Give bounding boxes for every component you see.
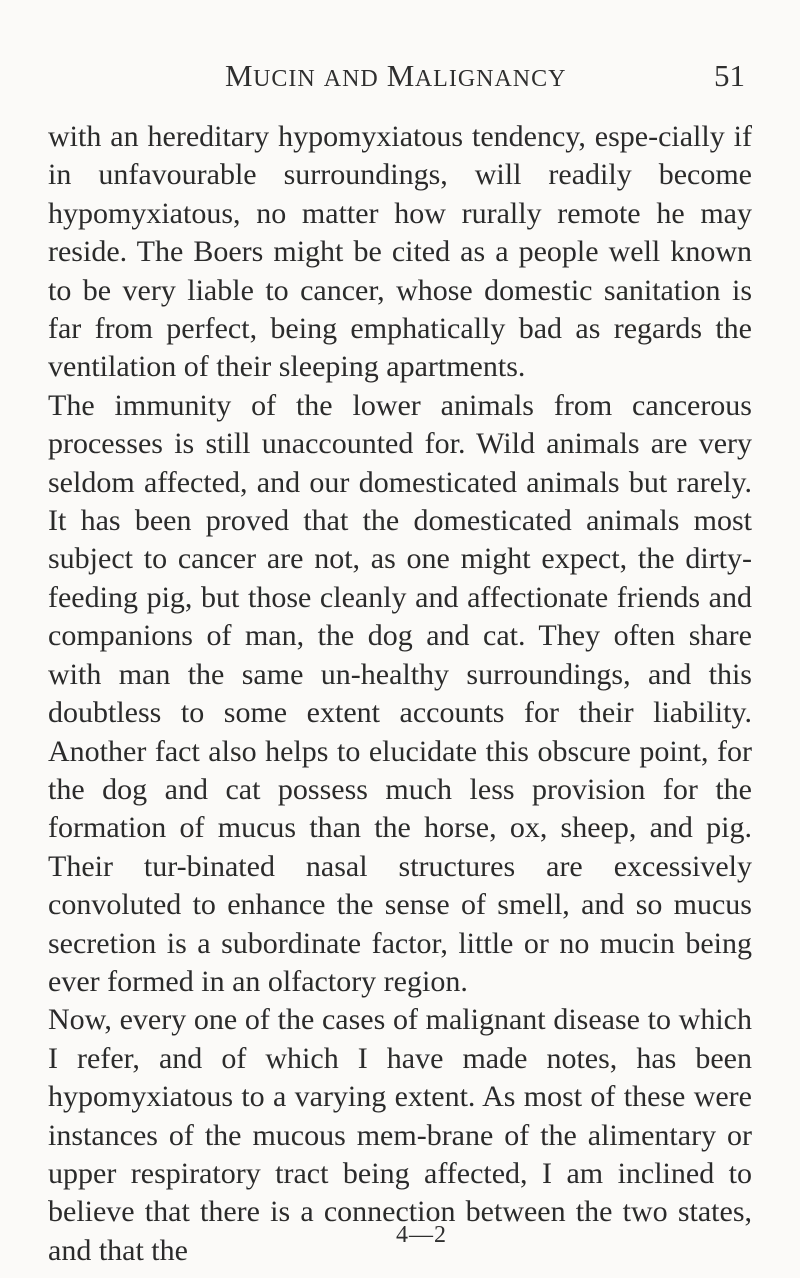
title-word1-initial: M [225,58,254,93]
running-title [225,58,566,94]
paragraph-2: The immunity of the lower animals from cancerous processes is still unaccounted for. Wild animals are very seldom affected, and our domesticated animals but rarely. It has been proved that the domesticated animals most subject to cancer are not, as one might expect, the dirty-feeding pig, but those cleanly and affectionate friends and companions of man, the dog and cat. They often share with man the same un-healthy surroundings, and this doubtless to some extent accounts for their liability. Another fact also helps to elucidate this obscure point, for the dog and cat possess much less provision for the formation of mucus than the horse, ox, sheep, and pig. Their tur-binated nasal structures are excessively convoluted to enhance the sense of smell, and so mucus secretion is a subordinate factor, little or no mucin being ever formed in an olfactory region. [48,388,752,998]
title-word1-rest: UCIN [253,66,316,92]
page-number: 51 [714,58,745,93]
title-word2: AND [323,66,379,92]
title-word3-rest: ALIGNANCY [414,66,567,92]
title-word3-initial: M [386,58,415,93]
paragraph-3: Now, every one of the cases of malignant disease to which I refer, and of which I have made notes, has been hypomyxiatous to a varying extent. As most of these were instances of the mucous mem-brane of the alimentary or upper respiratory tract being affected, I am inclined to believe that there is a connection between the two states, and that the [48,1003,752,1267]
body-text [48,118,752,1270]
signature-mark: 4—2 [396,1222,447,1248]
page-header [225,58,745,102]
paragraph-1: with an hereditary hypomyxiatous tendency, espe-cially if in unfavourable surroundings, will readily become hypomyxiatous, no matter how rurally remote he may reside. The Boers might be cited as a people well known to be very liable to cancer, whose domestic sanitation is far from perfect, being emphatically bad as regards the ventilation of their sleeping apartments. [48,120,752,384]
